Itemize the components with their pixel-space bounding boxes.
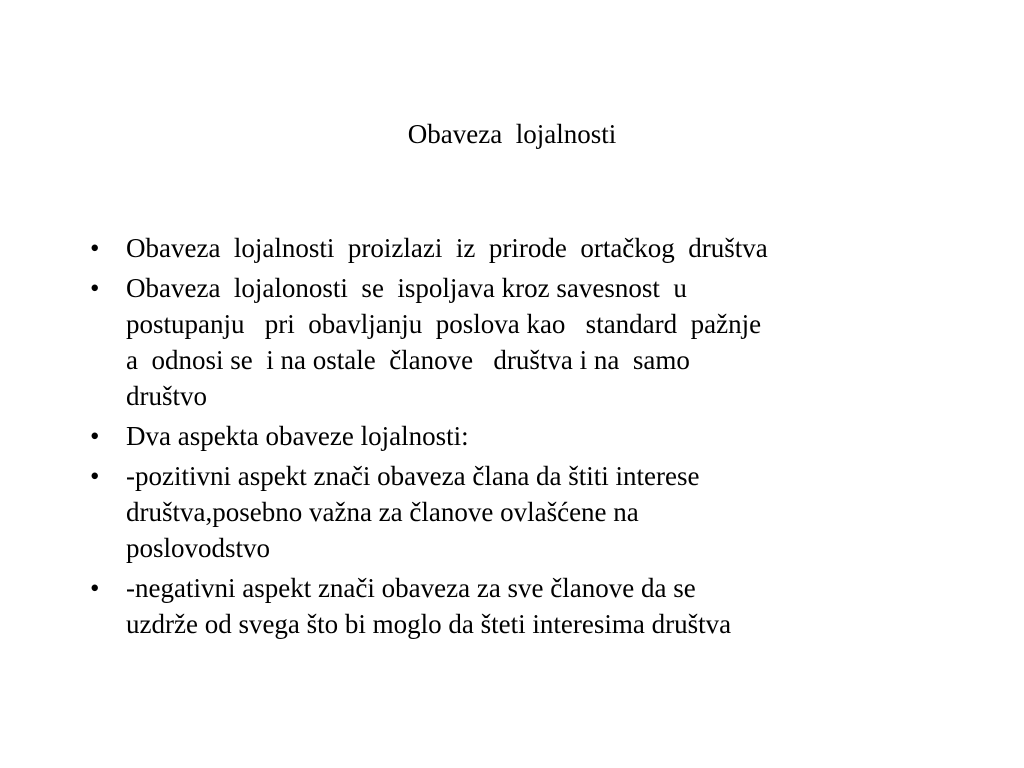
bullet-item xyxy=(90,570,950,642)
bullet-item xyxy=(90,418,950,454)
bullet-item xyxy=(90,458,950,566)
bullet-text-line: društva,posebno važna za članove ovlašćene na xyxy=(126,497,639,527)
bullet-text-line: Obaveza lojalonosti se ispoljava kroz savesnost u xyxy=(126,273,687,303)
bullet-icon: • xyxy=(90,273,100,303)
bullet-text-line: uzdrže od svega što bi moglo da šteti interesima društva xyxy=(126,609,732,639)
bullet-icon: • xyxy=(90,233,100,263)
bullet-text-line: Obaveza lojalnosti proizlazi iz prirode ortačkog društva xyxy=(126,233,768,263)
bullet-text-line: -negativni aspekt znači obaveza za sve članove da se xyxy=(126,573,696,603)
bullet-text-line: Dva aspekta obaveze lojalnosti: xyxy=(126,421,469,451)
bullet-list xyxy=(90,230,950,646)
bullet-icon: • xyxy=(90,573,100,603)
bullet-icon: • xyxy=(90,461,100,491)
bullet-item xyxy=(90,270,950,414)
bullet-item xyxy=(90,230,950,266)
bullet-text-line: poslovodstvo xyxy=(126,533,271,563)
bullet-text-line: a odnosi se i na ostale članove društva i na samo xyxy=(126,345,690,375)
bullet-text-line: društvo xyxy=(126,381,207,411)
bullet-text-line: postupanju pri obavljanju poslova kao standard pažnje xyxy=(126,309,762,339)
slide-title: Obaveza lojalnosti xyxy=(407,119,617,149)
bullet-icon: • xyxy=(90,421,100,451)
bullet-text-line: -pozitivni aspekt znači obaveza člana da štiti interese xyxy=(126,461,700,491)
